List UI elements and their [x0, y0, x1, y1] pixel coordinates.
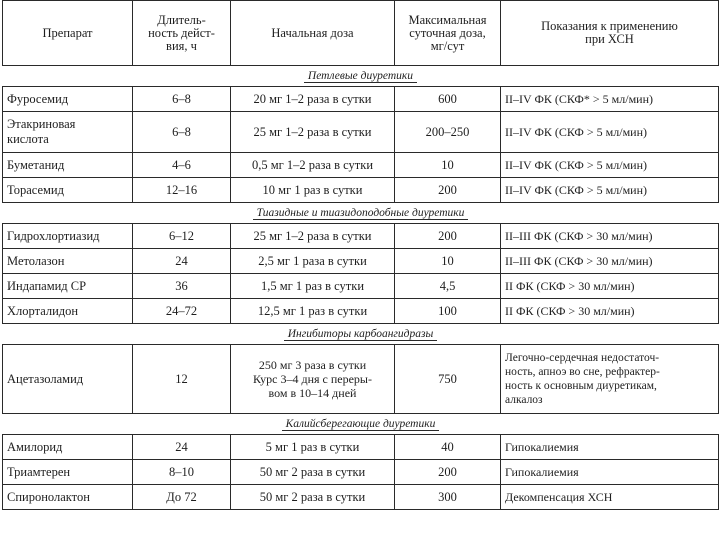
- indications-cell: II–IV ФК (СКФ* > 5 мл/мин): [501, 87, 719, 112]
- drug-name-cell: Хлорталидон: [3, 299, 133, 324]
- start-dose-cell: 1,5 мг 1 раз в сутки: [231, 274, 395, 299]
- drug-name-cell: Этакриновая кислота: [3, 112, 133, 153]
- max-dose-cell: 40: [395, 435, 501, 460]
- section-title: Петлевые диуретики: [304, 70, 417, 83]
- duration-cell: 36: [133, 274, 231, 299]
- table-row: [3, 153, 719, 178]
- header-max-dose: Максимальная суточная доза, мг/сут: [395, 1, 501, 66]
- table-row: [3, 460, 719, 485]
- start-dose-cell: 2,5 мг 1 раза в сутки: [231, 249, 395, 274]
- max-dose-cell: 300: [395, 485, 501, 510]
- section-row: [3, 414, 719, 435]
- drug-name-cell: Триамтерен: [3, 460, 133, 485]
- table-row: [3, 87, 719, 112]
- start-dose-cell: 12,5 мг 1 раз в сутки: [231, 299, 395, 324]
- duration-cell: 6–12: [133, 224, 231, 249]
- duration-cell: 12: [133, 345, 231, 414]
- section-title: Ингибиторы карбоангидразы: [284, 328, 438, 341]
- start-dose-cell: 20 мг 1–2 раза в сутки: [231, 87, 395, 112]
- indications-cell: II ФК (СКФ > 30 мл/мин): [501, 274, 719, 299]
- drug-name-cell: Буметанид: [3, 153, 133, 178]
- table-row: [3, 435, 719, 460]
- section-row: [3, 66, 719, 87]
- table-row: [3, 345, 719, 414]
- section-cell: [3, 66, 719, 87]
- header-start-dose: Начальная доза: [231, 1, 395, 66]
- max-dose-cell: 200: [395, 460, 501, 485]
- duration-cell: 24–72: [133, 299, 231, 324]
- start-dose-cell: 0,5 мг 1–2 раза в сутки: [231, 153, 395, 178]
- duration-cell: 4–6: [133, 153, 231, 178]
- section-cell: [3, 324, 719, 345]
- drug-name-cell: Метолазон: [3, 249, 133, 274]
- table-row: [3, 178, 719, 203]
- indications-cell: II–IV ФК (СКФ > 5 мл/мин): [501, 178, 719, 203]
- indications-cell: Гипокалиемия: [501, 460, 719, 485]
- indications-cell: II ФК (СКФ > 30 мл/мин): [501, 299, 719, 324]
- max-dose-cell: 10: [395, 153, 501, 178]
- table-row: [3, 485, 719, 510]
- section-title: Калийсберегающие диуретики: [282, 418, 440, 431]
- table-row: [3, 274, 719, 299]
- duration-cell: 6–8: [133, 112, 231, 153]
- indications-cell: Легочно-сердечная недостаточ- ность, апноэ во сне, рефрактер- ность к основным диуретикам, алкалоз: [501, 345, 719, 414]
- duration-cell: 24: [133, 249, 231, 274]
- duration-cell: 8–10: [133, 460, 231, 485]
- indications-cell: II–III ФК (СКФ > 30 мл/мин): [501, 224, 719, 249]
- max-dose-cell: 4,5: [395, 274, 501, 299]
- table-row: [3, 224, 719, 249]
- drug-name-cell: Ацетазоламид: [3, 345, 133, 414]
- table-row: [3, 112, 719, 153]
- max-dose-cell: 750: [395, 345, 501, 414]
- max-dose-cell: 10: [395, 249, 501, 274]
- section-row: [3, 203, 719, 224]
- drug-name-cell: Фуросемид: [3, 87, 133, 112]
- indications-cell: II–III ФК (СКФ > 30 мл/мин): [501, 249, 719, 274]
- drug-name-cell: Торасемид: [3, 178, 133, 203]
- table-row: [3, 299, 719, 324]
- drug-name-cell: Гидрохлортиазид: [3, 224, 133, 249]
- duration-cell: До 72: [133, 485, 231, 510]
- start-dose-cell: 250 мг 3 раза в сутки Курс 3–4 дня с переры- вом в 10–14 дней: [231, 345, 395, 414]
- start-dose-cell: 5 мг 1 раз в сутки: [231, 435, 395, 460]
- max-dose-cell: 200: [395, 178, 501, 203]
- drug-name-cell: Амилорид: [3, 435, 133, 460]
- diuretics-table: [2, 0, 719, 510]
- drug-name-cell: Спиронолактон: [3, 485, 133, 510]
- indications-cell: II–IV ФК (СКФ > 5 мл/мин): [501, 153, 719, 178]
- header-drug: Препарат: [3, 1, 133, 66]
- header-duration: Длитель- ность дейст- вия, ч: [133, 1, 231, 66]
- start-dose-cell: 50 мг 2 раза в сутки: [231, 460, 395, 485]
- header-indications: Показания к применению при ХСН: [501, 1, 719, 66]
- header-row: [3, 1, 719, 66]
- drug-name-cell: Индапамид СР: [3, 274, 133, 299]
- max-dose-cell: 600: [395, 87, 501, 112]
- section-cell: [3, 414, 719, 435]
- start-dose-cell: 10 мг 1 раз в сутки: [231, 178, 395, 203]
- duration-cell: 24: [133, 435, 231, 460]
- indications-cell: Декомпенсация ХСН: [501, 485, 719, 510]
- start-dose-cell: 25 мг 1–2 раза в сутки: [231, 112, 395, 153]
- start-dose-cell: 25 мг 1–2 раза в сутки: [231, 224, 395, 249]
- section-row: [3, 324, 719, 345]
- table-row: [3, 249, 719, 274]
- max-dose-cell: 200: [395, 224, 501, 249]
- section-cell: [3, 203, 719, 224]
- indications-cell: Гипокалиемия: [501, 435, 719, 460]
- duration-cell: 12–16: [133, 178, 231, 203]
- max-dose-cell: 100: [395, 299, 501, 324]
- section-title: Тиазидные и тиазидоподобные диуретики: [253, 207, 469, 220]
- indications-cell: II–IV ФК (СКФ > 5 мл/мин): [501, 112, 719, 153]
- duration-cell: 6–8: [133, 87, 231, 112]
- start-dose-cell: 50 мг 2 раза в сутки: [231, 485, 395, 510]
- max-dose-cell: 200–250: [395, 112, 501, 153]
